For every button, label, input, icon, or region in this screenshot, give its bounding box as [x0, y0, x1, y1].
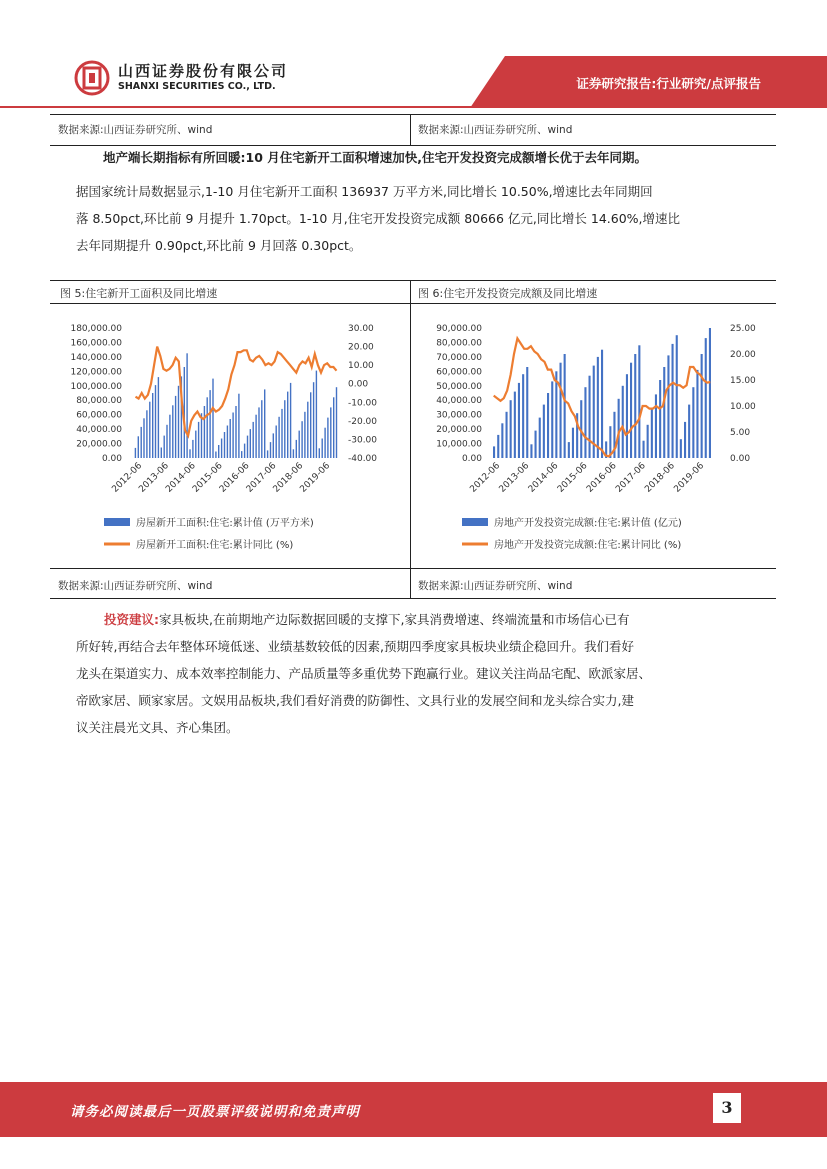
- bar: [555, 371, 557, 458]
- bar: [284, 400, 285, 458]
- bar: [522, 374, 524, 458]
- bar: [701, 354, 703, 458]
- y-left-tick-label: 100,000.00: [70, 381, 122, 392]
- bar: [647, 425, 649, 458]
- bar: [218, 445, 219, 458]
- bar: [172, 405, 173, 458]
- bar: [514, 392, 516, 458]
- bar: [166, 425, 167, 458]
- report-type-title: 证券研究报告:行业研究/点评报告: [576, 76, 761, 91]
- bar: [209, 390, 210, 458]
- bar: [655, 394, 657, 458]
- legend-label: 房屋新开工面积:住宅:累计同比 (%): [136, 540, 294, 551]
- bar: [244, 444, 245, 458]
- bar: [535, 431, 537, 458]
- figure-table-line: [50, 598, 776, 599]
- y-right-tick-label: -40.00: [348, 454, 378, 464]
- y-left-tick-label: 90,000.00: [436, 324, 482, 334]
- bar: [501, 423, 503, 458]
- bar: [224, 432, 225, 458]
- bar: [630, 363, 632, 458]
- bar: [207, 397, 208, 458]
- bar: [189, 449, 190, 458]
- source-note: 数据来源:山西证券研究所、wind: [58, 124, 213, 136]
- bar: [143, 418, 144, 458]
- bar: [663, 367, 665, 458]
- bar: [696, 370, 698, 458]
- y-right-tick-label: 20.00: [730, 350, 756, 360]
- bar: [651, 409, 653, 458]
- bar: [221, 439, 222, 459]
- bar: [324, 428, 325, 458]
- figure-6-source: 数据来源:山西证券研究所、wind: [418, 580, 573, 592]
- bar: [299, 431, 300, 458]
- bar: [238, 394, 239, 458]
- bar: [230, 419, 231, 458]
- figure-6-title: 图 6:住宅开发投资完成额及同比增速: [418, 287, 598, 300]
- legend-label: 房地产开发投资完成额:住宅:累计同比 (%): [494, 540, 682, 551]
- bar: [164, 436, 165, 458]
- y-right-tick-label: 15.00: [730, 376, 756, 386]
- bar: [169, 415, 170, 458]
- bar: [247, 436, 248, 458]
- y-right-tick-label: 0.00: [348, 379, 369, 390]
- advice-line: 龙头在渠道实力、成本效率控制能力、产品质量等多重优势下跑赢行业。建议关注尚品宅配、欧派家居、: [76, 666, 652, 681]
- top-table-line: [50, 114, 776, 115]
- chart-housing-investment: [412, 306, 774, 566]
- y-left-tick-label: 20,000.00: [76, 439, 122, 450]
- bar: [643, 441, 645, 458]
- bar: [676, 335, 678, 458]
- y-left-tick-label: 160,000.00: [70, 338, 122, 349]
- figure-table-divider: [410, 280, 411, 598]
- bar: [667, 355, 669, 458]
- section-heading: 地产端长期指标有所回暖:10 月住宅新开工面积增速加快,住宅开发投资完成额增长优于去年同期。: [103, 150, 647, 165]
- bar: [680, 439, 682, 458]
- x-tick-label: 2015-06: [555, 461, 590, 495]
- bar: [235, 406, 236, 458]
- x-tick-label: 2012-06: [468, 461, 503, 495]
- footer-disclaimer: 请务必阅读最后一页股票评级说明和免责声明: [70, 1104, 360, 1120]
- advice-first-line: [76, 606, 766, 633]
- figure-table-line: [50, 280, 776, 281]
- bar: [539, 418, 541, 458]
- bar: [186, 353, 187, 458]
- bar: [149, 402, 150, 458]
- bar: [138, 436, 139, 458]
- y-right-tick-label: 20.00: [348, 342, 374, 353]
- figure-5-source: 数据来源:山西证券研究所、wind: [58, 580, 213, 592]
- chart-housing-starts: [52, 306, 408, 566]
- bar: [336, 387, 337, 458]
- y-right-tick-label: 30.00: [348, 324, 374, 334]
- y-left-tick-label: 20,000.00: [436, 425, 482, 436]
- figure-table-line: [50, 568, 776, 569]
- bar: [201, 413, 202, 458]
- bar: [659, 380, 661, 458]
- x-tick-label: 2019-06: [298, 461, 333, 495]
- x-tick-label: 2018-06: [271, 461, 306, 495]
- y-left-tick-label: 40,000.00: [436, 396, 482, 407]
- bar: [530, 444, 532, 458]
- bar: [307, 402, 308, 458]
- bar: [316, 371, 317, 458]
- bar: [601, 350, 603, 458]
- y-left-tick-label: 70,000.00: [436, 352, 482, 363]
- y-left-tick-label: 80,000.00: [436, 338, 482, 349]
- bar: [276, 426, 277, 459]
- bar: [626, 374, 628, 458]
- bar: [215, 452, 216, 459]
- body-line: 据国家统计局数据显示,1-10 月住宅新开工面积 136937 万平方米,同比增长 10.50%,增速比去年同期回: [76, 184, 653, 199]
- bar: [135, 448, 136, 458]
- bar: [227, 426, 228, 459]
- bar: [709, 328, 711, 458]
- bar: [497, 435, 499, 458]
- bar: [622, 386, 624, 458]
- x-tick-label: 2018-06: [643, 461, 677, 495]
- x-tick-label: 2017-06: [614, 461, 648, 495]
- top-table-line: [50, 145, 776, 146]
- bar: [330, 407, 331, 458]
- bar: [273, 433, 274, 458]
- y-left-tick-label: 60,000.00: [436, 367, 482, 378]
- shanxi-securities-logo-icon: [74, 60, 110, 96]
- advice-line: 议关注晨光文具、齐心集团。: [76, 720, 239, 735]
- bar: [543, 405, 545, 458]
- x-tick-label: 2016-06: [217, 461, 252, 495]
- bar: [589, 376, 591, 458]
- bar: [313, 382, 314, 458]
- x-tick-label: 2012-06: [110, 461, 145, 495]
- section-body: [76, 178, 766, 259]
- advice-line: 帝欧家居、顾家家居。文娱用品板块,我们看好消费的防御性、文具行业的发展空间和龙头综合实力,建: [76, 693, 634, 708]
- advice-text: 家具板块,在前期地产边际数据回暖的支撑下,家具消费增速、终端流量和市场信心已有: [159, 612, 630, 627]
- legend-label: 房地产开发投资完成额:住宅:累计值 (亿元): [494, 518, 682, 529]
- bar: [253, 422, 254, 458]
- company-name-en: SHANXI SECURITIES CO., LTD.: [118, 81, 276, 92]
- bar: [584, 387, 586, 458]
- x-tick-label: 2014-06: [164, 461, 198, 495]
- bar: [141, 427, 142, 458]
- y-left-tick-label: 0.00: [461, 454, 482, 464]
- bar: [212, 379, 213, 458]
- y-right-tick-label: 10.00: [348, 361, 374, 372]
- bar: [241, 451, 242, 458]
- y-right-tick-label: -20.00: [348, 416, 378, 427]
- bar: [327, 418, 328, 458]
- bar: [322, 439, 323, 459]
- body-line: 去年同期提升 0.90pct,环比前 9 月回落 0.30pct。: [76, 238, 362, 253]
- y-left-tick-label: 30,000.00: [436, 410, 482, 421]
- x-tick-label: 2013-06: [137, 461, 171, 495]
- bar: [705, 338, 707, 458]
- bar: [493, 446, 495, 458]
- bar: [287, 392, 288, 458]
- legend-swatch-bar: [104, 518, 130, 526]
- y-right-tick-label: 5.00: [730, 428, 751, 438]
- bar: [198, 422, 199, 458]
- y-right-tick-label: -10.00: [348, 398, 378, 409]
- y-left-tick-label: 80,000.00: [76, 396, 122, 407]
- body-line: 落 8.50pct,环比前 9 月提升 1.70pct。1-10 月,住宅开发投资完成额 80666 亿元,同比增长 14.60%,增速比: [76, 211, 681, 226]
- bar: [175, 396, 176, 458]
- bar: [258, 407, 259, 458]
- bar: [568, 442, 570, 458]
- source-note: 数据来源:山西证券研究所、wind: [418, 124, 573, 136]
- company-name-cn: 山西证券股份有限公司: [118, 62, 289, 80]
- bar: [301, 421, 302, 458]
- bar: [551, 381, 553, 458]
- y-left-tick-label: 140,000.00: [70, 352, 122, 363]
- y-left-tick-label: 40,000.00: [76, 425, 122, 436]
- bar: [152, 393, 153, 458]
- bar: [692, 387, 694, 458]
- bar: [564, 354, 566, 458]
- x-tick-label: 2015-06: [191, 461, 225, 495]
- top-table-divider: [410, 114, 411, 146]
- bar: [290, 383, 291, 458]
- bar: [278, 417, 279, 458]
- bar: [270, 442, 271, 458]
- bar: [255, 415, 256, 458]
- figure-table-line: [50, 303, 776, 304]
- bar: [638, 345, 640, 458]
- legend-label: 房屋新开工面积:住宅:累计值 (万平方米): [136, 518, 314, 529]
- bar: [560, 363, 562, 458]
- bar: [146, 410, 147, 458]
- bar: [293, 449, 294, 458]
- x-tick-label: 2019-06: [672, 461, 707, 495]
- bar: [304, 412, 305, 458]
- y-right-tick-label: 10.00: [730, 402, 756, 412]
- bar: [572, 428, 574, 458]
- bar: [684, 422, 686, 458]
- x-tick-label: 2014-06: [526, 461, 561, 495]
- bar: [161, 448, 162, 459]
- bar: [232, 413, 233, 459]
- y-left-tick-label: 180,000.00: [70, 324, 122, 334]
- y-left-tick-label: 0.00: [101, 454, 122, 464]
- bar: [518, 383, 520, 458]
- figure-5-title: 图 5:住宅新开工面积及同比增速: [60, 287, 218, 300]
- x-tick-label: 2017-06: [244, 461, 279, 495]
- bar: [634, 354, 636, 458]
- bar: [204, 406, 205, 458]
- legend-swatch-bar: [462, 518, 488, 526]
- bar: [261, 400, 262, 458]
- bar: [267, 450, 268, 458]
- bar: [672, 344, 674, 458]
- bar: [333, 397, 334, 458]
- y-right-tick-label: 25.00: [730, 324, 756, 334]
- advice-label: 投资建议:: [104, 612, 159, 627]
- bar: [506, 412, 508, 458]
- advice-block: [76, 606, 766, 741]
- bar: [526, 367, 528, 458]
- bar: [510, 400, 512, 458]
- bar: [264, 389, 265, 458]
- bar: [310, 392, 311, 458]
- bar: [688, 405, 690, 458]
- page-number: 3: [713, 1093, 741, 1123]
- y-right-tick-label: -30.00: [348, 435, 378, 446]
- y-left-tick-label: 10,000.00: [436, 439, 482, 450]
- y-left-tick-label: 120,000.00: [70, 367, 122, 378]
- bar: [296, 440, 297, 458]
- bar: [192, 440, 193, 458]
- x-tick-label: 2013-06: [497, 461, 532, 495]
- bar: [547, 393, 549, 458]
- bar: [319, 448, 320, 458]
- bar: [195, 431, 196, 458]
- bar: [618, 399, 620, 458]
- bar: [178, 386, 179, 458]
- bar: [250, 429, 251, 458]
- x-tick-label: 2016-06: [585, 461, 619, 495]
- bar: [281, 409, 282, 458]
- advice-line: 所好转,再结合去年整体环境低迷、业绩基数较低的因素,预期四季度家具板块业绩企稳回升。我们看好: [76, 639, 634, 654]
- y-left-tick-label: 50,000.00: [436, 381, 482, 392]
- bar: [597, 357, 599, 458]
- y-left-tick-label: 60,000.00: [76, 410, 122, 421]
- bar: [155, 385, 156, 458]
- bar: [158, 377, 159, 458]
- y-right-tick-label: 0.00: [730, 454, 751, 464]
